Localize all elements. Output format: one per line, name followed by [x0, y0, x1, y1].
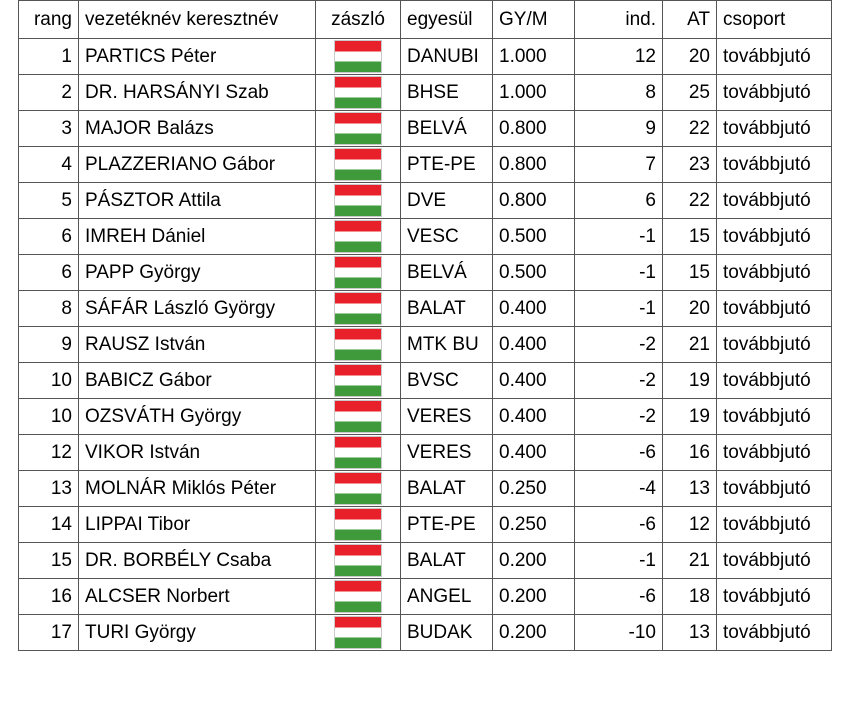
- cell-group: továbbjutó: [717, 75, 832, 111]
- cell-gym: 0.200: [493, 543, 575, 579]
- cell-gym: 0.400: [493, 327, 575, 363]
- cell-flag: [316, 39, 401, 75]
- cell-club: BVSC: [401, 363, 493, 399]
- cell-group: továbbjutó: [717, 111, 832, 147]
- cell-rang: 6: [19, 255, 79, 291]
- cell-name: MAJOR Balázs: [79, 111, 316, 147]
- cell-at: 15: [663, 219, 717, 255]
- header-group: csoport: [717, 1, 832, 39]
- cell-gym: 1.000: [493, 39, 575, 75]
- cell-name: IMREH Dániel: [79, 219, 316, 255]
- cell-ind: -6: [575, 579, 663, 615]
- header-rang: rang: [19, 1, 79, 39]
- cell-gym: 0.400: [493, 363, 575, 399]
- header-flag: zászló: [316, 1, 401, 39]
- table-row: [19, 39, 832, 75]
- cell-club: DANUBI: [401, 39, 493, 75]
- cell-ind: -1: [575, 291, 663, 327]
- cell-club: BHSE: [401, 75, 493, 111]
- cell-group: továbbjutó: [717, 399, 832, 435]
- table-row: [19, 435, 832, 471]
- table-row: [19, 363, 832, 399]
- cell-at: 19: [663, 399, 717, 435]
- hungary-flag-icon: [334, 580, 382, 613]
- cell-ind: -6: [575, 507, 663, 543]
- cell-ind: -1: [575, 543, 663, 579]
- cell-group: továbbjutó: [717, 579, 832, 615]
- header-gym: GY/M: [493, 1, 575, 39]
- cell-name: PARTICS Péter: [79, 39, 316, 75]
- table-row: [19, 75, 832, 111]
- cell-gym: 0.800: [493, 147, 575, 183]
- cell-group: továbbjutó: [717, 183, 832, 219]
- cell-rang: 10: [19, 399, 79, 435]
- cell-ind: 9: [575, 111, 663, 147]
- cell-rang: 2: [19, 75, 79, 111]
- table-row: [19, 543, 832, 579]
- header-club: egyesül: [401, 1, 493, 39]
- cell-flag: [316, 399, 401, 435]
- cell-flag: [316, 507, 401, 543]
- cell-at: 23: [663, 147, 717, 183]
- cell-flag: [316, 291, 401, 327]
- cell-rang: 12: [19, 435, 79, 471]
- hungary-flag-icon: [334, 40, 382, 73]
- cell-club: ANGEL: [401, 579, 493, 615]
- hungary-flag-icon: [334, 256, 382, 289]
- cell-name: OZSVÁTH György: [79, 399, 316, 435]
- table-row: [19, 615, 832, 651]
- table-row: [19, 471, 832, 507]
- hungary-flag-icon: [334, 436, 382, 469]
- cell-flag: [316, 147, 401, 183]
- cell-group: továbbjutó: [717, 543, 832, 579]
- cell-club: BELVÁ: [401, 255, 493, 291]
- cell-gym: 0.800: [493, 183, 575, 219]
- cell-at: 15: [663, 255, 717, 291]
- cell-club: DVE: [401, 183, 493, 219]
- cell-club: BALAT: [401, 291, 493, 327]
- cell-at: 22: [663, 111, 717, 147]
- cell-at: 19: [663, 363, 717, 399]
- cell-group: továbbjutó: [717, 255, 832, 291]
- header-at: AT: [663, 1, 717, 39]
- results-body: [19, 39, 832, 651]
- hungary-flag-icon: [334, 328, 382, 361]
- table-row: [19, 219, 832, 255]
- cell-at: 25: [663, 75, 717, 111]
- cell-gym: 0.500: [493, 255, 575, 291]
- cell-rang: 9: [19, 327, 79, 363]
- cell-ind: 7: [575, 147, 663, 183]
- cell-name: VIKOR István: [79, 435, 316, 471]
- table-row: [19, 579, 832, 615]
- cell-club: VERES: [401, 399, 493, 435]
- hungary-flag-icon: [334, 364, 382, 397]
- cell-rang: 4: [19, 147, 79, 183]
- hungary-flag-icon: [334, 220, 382, 253]
- cell-at: 21: [663, 327, 717, 363]
- cell-rang: 17: [19, 615, 79, 651]
- cell-ind: -2: [575, 363, 663, 399]
- cell-ind: -2: [575, 399, 663, 435]
- cell-rang: 10: [19, 363, 79, 399]
- cell-group: továbbjutó: [717, 327, 832, 363]
- cell-gym: 0.500: [493, 219, 575, 255]
- cell-ind: 6: [575, 183, 663, 219]
- cell-ind: -2: [575, 327, 663, 363]
- cell-rang: 14: [19, 507, 79, 543]
- cell-flag: [316, 255, 401, 291]
- cell-group: továbbjutó: [717, 471, 832, 507]
- cell-flag: [316, 579, 401, 615]
- cell-group: továbbjutó: [717, 435, 832, 471]
- header-row: [19, 1, 832, 39]
- cell-at: 13: [663, 471, 717, 507]
- cell-gym: 0.400: [493, 399, 575, 435]
- hungary-flag-icon: [334, 292, 382, 325]
- cell-name: MOLNÁR Miklós Péter: [79, 471, 316, 507]
- cell-name: SÁFÁR László György: [79, 291, 316, 327]
- cell-club: PTE-PE: [401, 507, 493, 543]
- cell-club: BALAT: [401, 471, 493, 507]
- cell-club: MTK BU: [401, 327, 493, 363]
- table-row: [19, 111, 832, 147]
- cell-at: 18: [663, 579, 717, 615]
- cell-group: továbbjutó: [717, 363, 832, 399]
- header-ind: ind.: [575, 1, 663, 39]
- cell-name: ALCSER Norbert: [79, 579, 316, 615]
- cell-at: 12: [663, 507, 717, 543]
- cell-club: BUDAK: [401, 615, 493, 651]
- cell-rang: 13: [19, 471, 79, 507]
- cell-club: PTE-PE: [401, 147, 493, 183]
- cell-at: 20: [663, 291, 717, 327]
- cell-club: BALAT: [401, 543, 493, 579]
- cell-gym: 1.000: [493, 75, 575, 111]
- cell-gym: 0.200: [493, 579, 575, 615]
- cell-name: BABICZ Gábor: [79, 363, 316, 399]
- table-row: [19, 327, 832, 363]
- hungary-flag-icon: [334, 508, 382, 541]
- cell-name: PLAZZERIANO Gábor: [79, 147, 316, 183]
- cell-rang: 15: [19, 543, 79, 579]
- cell-group: továbbjutó: [717, 507, 832, 543]
- hungary-flag-icon: [334, 184, 382, 217]
- cell-name: PÁSZTOR Attila: [79, 183, 316, 219]
- cell-ind: 8: [575, 75, 663, 111]
- cell-at: 16: [663, 435, 717, 471]
- cell-name: RAUSZ István: [79, 327, 316, 363]
- cell-gym: 0.400: [493, 291, 575, 327]
- cell-club: VERES: [401, 435, 493, 471]
- cell-at: 20: [663, 39, 717, 75]
- cell-at: 13: [663, 615, 717, 651]
- cell-flag: [316, 219, 401, 255]
- table-row: [19, 183, 832, 219]
- cell-flag: [316, 327, 401, 363]
- cell-rang: 16: [19, 579, 79, 615]
- cell-group: továbbjutó: [717, 219, 832, 255]
- cell-rang: 1: [19, 39, 79, 75]
- cell-rang: 3: [19, 111, 79, 147]
- cell-flag: [316, 615, 401, 651]
- hungary-flag-icon: [334, 400, 382, 433]
- table-row: [19, 147, 832, 183]
- cell-club: VESC: [401, 219, 493, 255]
- cell-gym: 0.200: [493, 615, 575, 651]
- cell-gym: 0.800: [493, 111, 575, 147]
- cell-rang: 5: [19, 183, 79, 219]
- cell-gym: 0.250: [493, 507, 575, 543]
- cell-ind: -1: [575, 255, 663, 291]
- hungary-flag-icon: [334, 544, 382, 577]
- cell-gym: 0.400: [493, 435, 575, 471]
- table-row: [19, 507, 832, 543]
- cell-group: továbbjutó: [717, 615, 832, 651]
- cell-club: BELVÁ: [401, 111, 493, 147]
- cell-flag: [316, 363, 401, 399]
- cell-name: PAPP György: [79, 255, 316, 291]
- cell-group: továbbjutó: [717, 147, 832, 183]
- cell-flag: [316, 435, 401, 471]
- cell-ind: -6: [575, 435, 663, 471]
- cell-flag: [316, 471, 401, 507]
- cell-ind: -4: [575, 471, 663, 507]
- header-name: vezetéknév keresztnév: [79, 1, 316, 39]
- hungary-flag-icon: [334, 616, 382, 649]
- cell-name: DR. BORBÉLY Csaba: [79, 543, 316, 579]
- cell-at: 22: [663, 183, 717, 219]
- cell-ind: -1: [575, 219, 663, 255]
- table-row: [19, 399, 832, 435]
- cell-group: továbbjutó: [717, 39, 832, 75]
- table-row: [19, 291, 832, 327]
- hungary-flag-icon: [334, 112, 382, 145]
- hungary-flag-icon: [334, 76, 382, 109]
- cell-flag: [316, 111, 401, 147]
- table-row: [19, 255, 832, 291]
- cell-at: 21: [663, 543, 717, 579]
- cell-gym: 0.250: [493, 471, 575, 507]
- cell-ind: 12: [575, 39, 663, 75]
- hungary-flag-icon: [334, 148, 382, 181]
- cell-flag: [316, 75, 401, 111]
- cell-rang: 6: [19, 219, 79, 255]
- cell-rang: 8: [19, 291, 79, 327]
- hungary-flag-icon: [334, 472, 382, 505]
- cell-name: LIPPAI Tibor: [79, 507, 316, 543]
- results-table: [18, 0, 832, 651]
- cell-name: TURI György: [79, 615, 316, 651]
- cell-ind: -10: [575, 615, 663, 651]
- cell-flag: [316, 183, 401, 219]
- cell-flag: [316, 543, 401, 579]
- cell-name: DR. HARSÁNYI Szab: [79, 75, 316, 111]
- cell-group: továbbjutó: [717, 291, 832, 327]
